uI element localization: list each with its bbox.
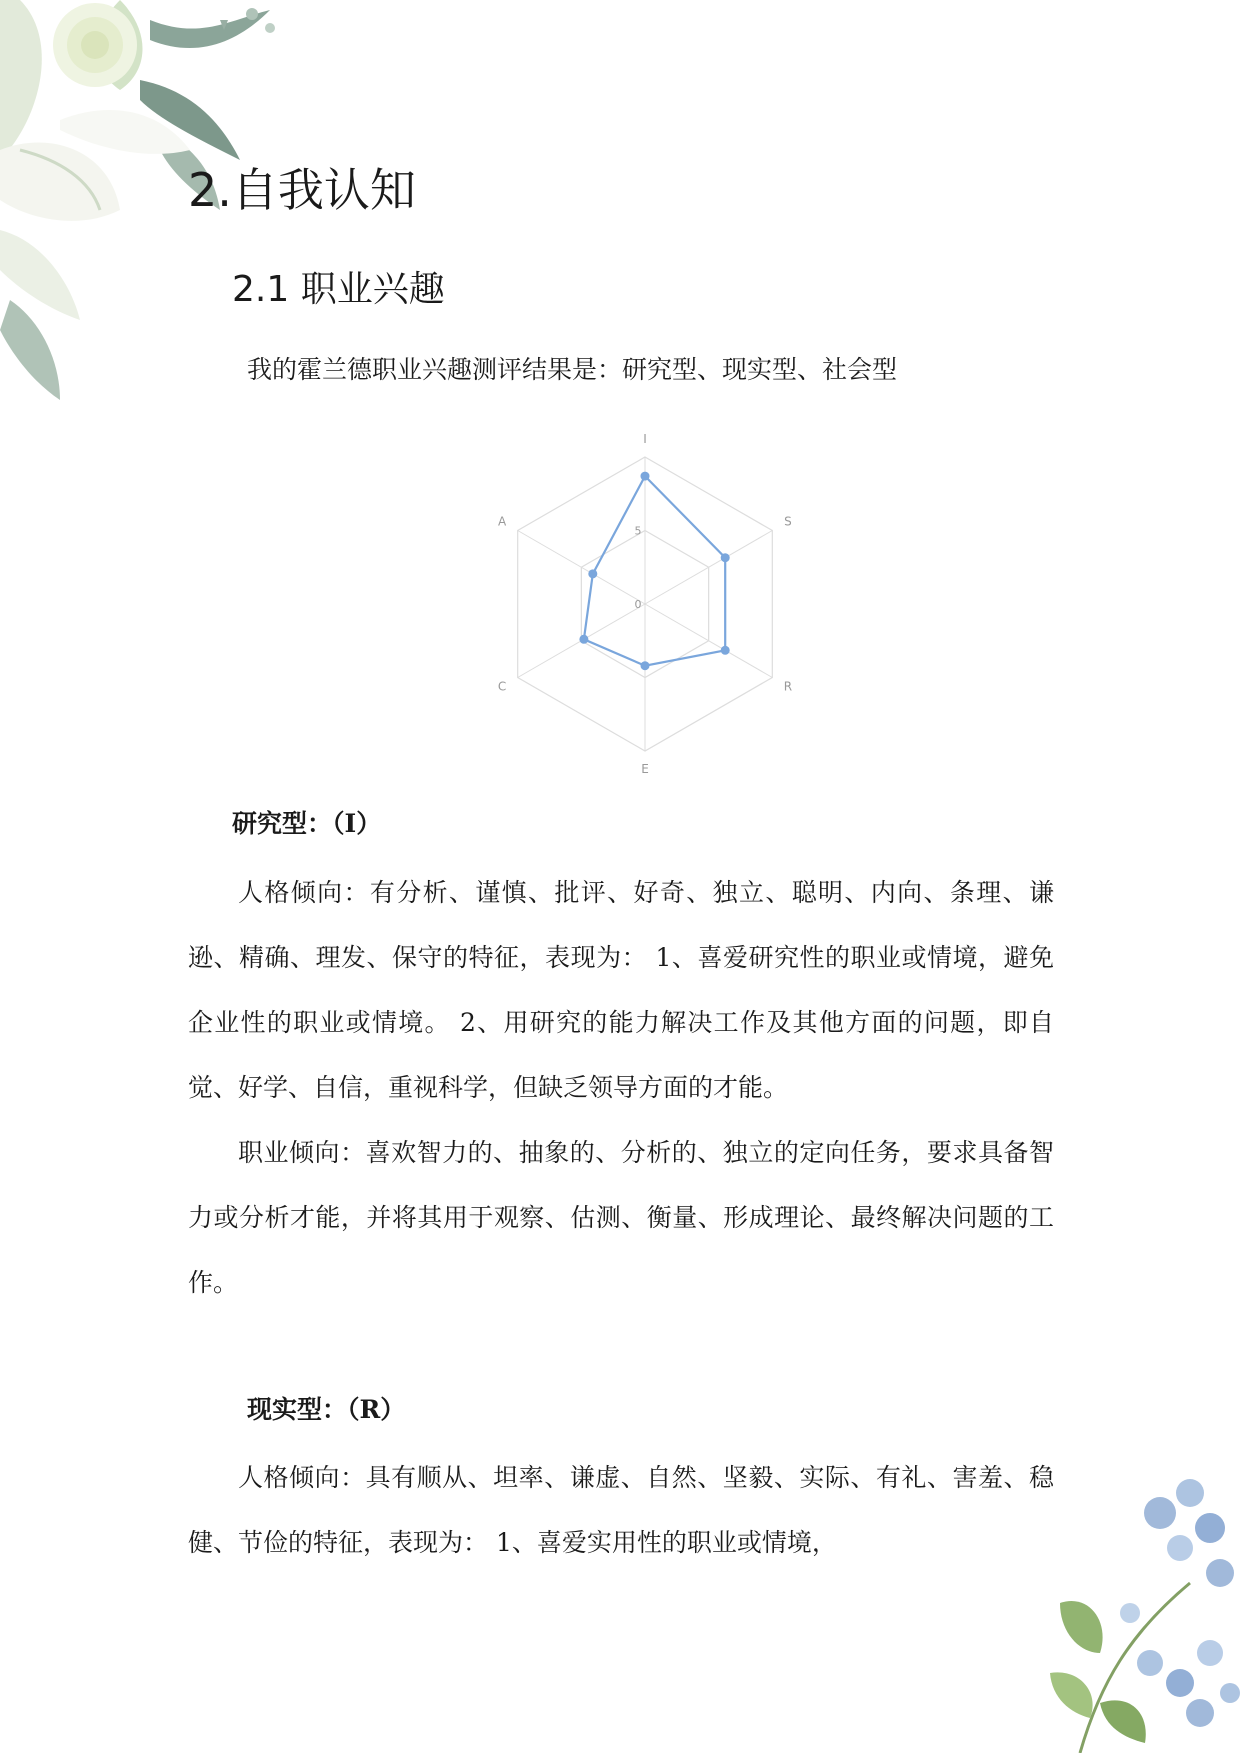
radar-axis-label-A: A xyxy=(497,514,507,529)
radar-axis-label-I: I xyxy=(643,432,647,446)
radar-point-E xyxy=(641,661,650,670)
radar-point-I xyxy=(641,472,650,481)
investigative-personality-paragraph: 人格倾向：有分析、谨慎、批评、好奇、独立、聪明、内向、条理、谦逊、精确、理发、保守的特征，表现为： 1、喜爱研究性的职业或情境，避免企业性的职业或情境。 2、用研究的能力解决工作及其他方面的问题，即自觉、好学、自信，重视科学，但缺乏领导方面的才能。 xyxy=(188,878,1054,1102)
radar-point-R xyxy=(721,646,730,655)
radar-ring-label-5: 5 xyxy=(634,524,642,538)
radar-ring-label-0: 0 xyxy=(634,598,642,611)
realistic-personality-paragraph: 人格倾向：具有顺从、坦率、谦虚、自然、坚毅、实际、有礼、害羞、稳健、节俭的特征，表现为： 1、喜爱实用性的职业或情境， xyxy=(188,1463,1054,1557)
investigative-type-heading: 研究型：（I） xyxy=(232,809,382,838)
radar-point-C xyxy=(579,635,588,644)
radar-axis-label-E: E xyxy=(641,762,649,776)
investigative-career-paragraph: 职业倾向：喜欢智力的、抽象的、分析的、独立的定向任务，要求具备智力或分析才能，并将其用于观察、估测、衡量、形成理论、最终解决问题的工作。 xyxy=(188,1138,1054,1297)
radar-point-A xyxy=(588,569,597,578)
section-heading: 2.1 职业兴趣 xyxy=(232,269,445,310)
page-heading: 2.自我认知 xyxy=(188,163,416,217)
radar-point-S xyxy=(721,553,730,562)
holland-radar-chart xyxy=(470,422,820,802)
test-result-text: 我的霍兰德职业兴趣测评结果是：研究型、现实型、社会型 xyxy=(247,355,898,384)
radar-axis-label-C: C xyxy=(497,679,507,694)
realistic-section-body xyxy=(188,1445,1054,1575)
radar-series-line xyxy=(584,476,725,666)
radar-axis-label-S: S xyxy=(784,514,792,529)
floral-decoration-bottom-right xyxy=(1040,1453,1240,1753)
investigative-section-body xyxy=(188,860,1054,1315)
realistic-type-heading: 现实型：（R） xyxy=(247,1395,406,1424)
radar-axis-label-R: R xyxy=(783,679,793,694)
